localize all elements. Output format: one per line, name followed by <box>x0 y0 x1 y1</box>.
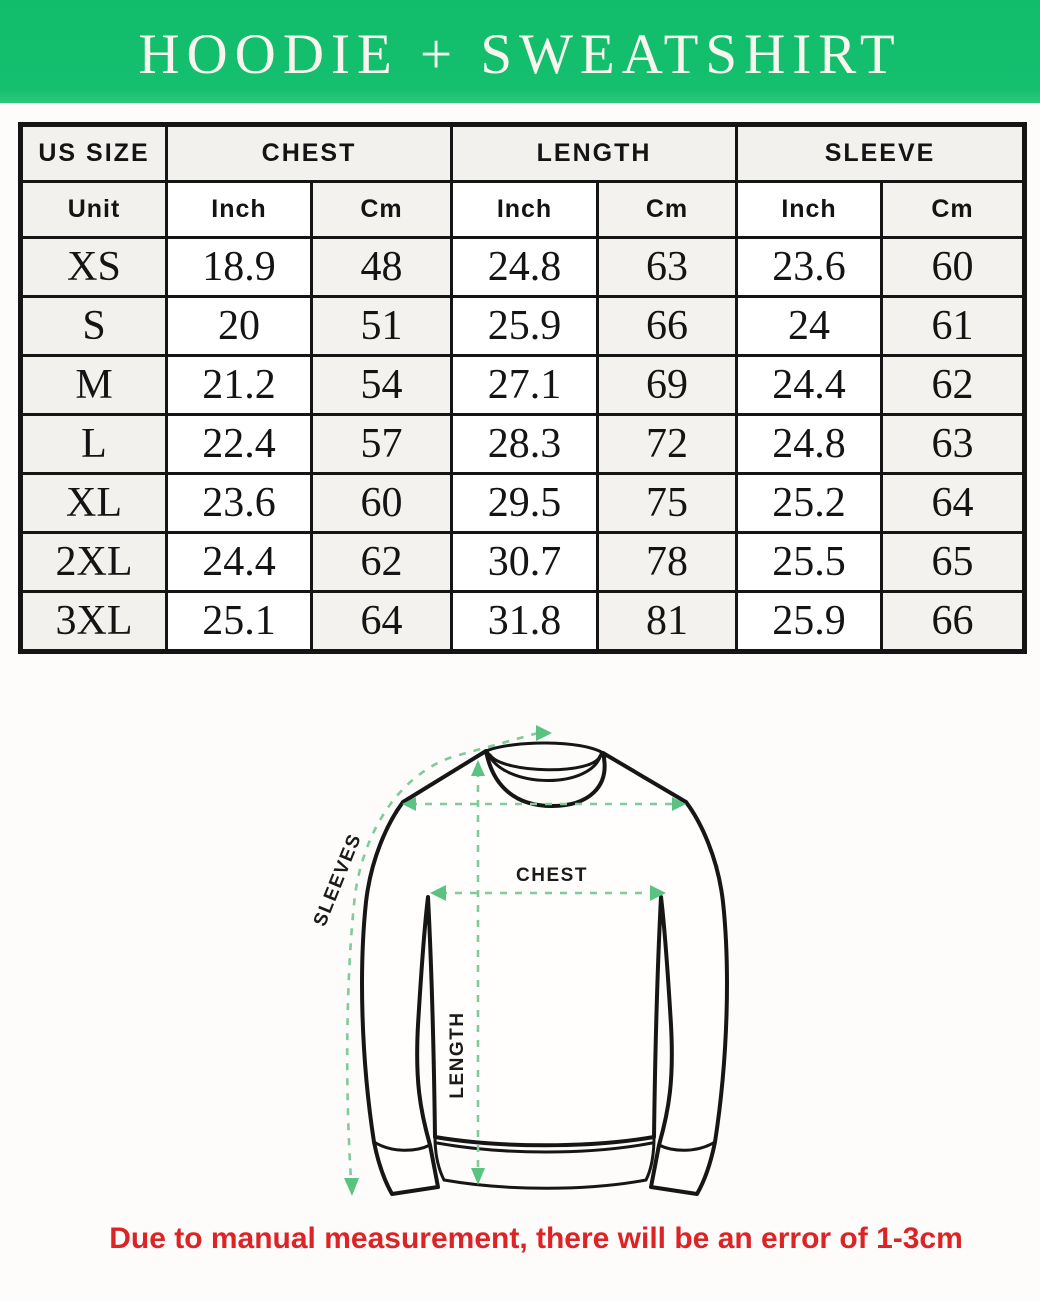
sleeve-arrow-down-icon <box>344 1178 359 1196</box>
banner-title: HOODIE + SWEATSHIRT <box>138 23 902 86</box>
measure-value-cell: 66 <box>598 297 737 356</box>
measure-value-cell: 63 <box>882 415 1025 474</box>
size-label-cell: XS <box>21 238 167 297</box>
size-table-body <box>21 238 1025 652</box>
measure-value-cell: 24.4 <box>737 356 882 415</box>
measure-value-cell: 61 <box>882 297 1025 356</box>
measure-value-cell: 72 <box>598 415 737 474</box>
sleeve-group-header: SLEEVE <box>737 125 1025 182</box>
table-row <box>21 592 1025 652</box>
size-table <box>18 122 1027 654</box>
measurement-note: Due to manual measurement, there will be an error of 1-3cm <box>109 1222 963 1255</box>
measure-value-cell: 27.1 <box>452 356 598 415</box>
measure-value-cell: 66 <box>882 592 1025 652</box>
sleeve-inch-header: Inch <box>737 182 882 238</box>
sleeve-arrow-right-icon <box>536 725 552 741</box>
measure-value-cell: 18.9 <box>167 238 312 297</box>
measure-value-cell: 24.8 <box>737 415 882 474</box>
measure-value-cell: 64 <box>312 592 452 652</box>
us-size-header: US SIZE <box>21 125 167 182</box>
length-arrow-down-icon <box>471 1168 485 1185</box>
measure-value-cell: 24.8 <box>452 238 598 297</box>
measure-value-cell: 65 <box>882 533 1025 592</box>
chest-label: CHEST <box>516 865 588 886</box>
measure-value-cell: 22.4 <box>167 415 312 474</box>
sweatshirt-measurement-diagram <box>300 690 820 1210</box>
table-unit-header-row <box>21 182 1025 238</box>
measure-value-cell: 23.6 <box>167 474 312 533</box>
table-row <box>21 474 1025 533</box>
measure-value-cell: 62 <box>312 533 452 592</box>
measure-value-cell: 21.2 <box>167 356 312 415</box>
measure-value-cell: 25.5 <box>737 533 882 592</box>
measure-value-cell: 29.5 <box>452 474 598 533</box>
size-label-cell: XL <box>21 474 167 533</box>
table-group-header-row <box>21 125 1025 182</box>
measure-value-cell: 28.3 <box>452 415 598 474</box>
measure-value-cell: 20 <box>167 297 312 356</box>
measure-value-cell: 51 <box>312 297 452 356</box>
measure-value-cell: 62 <box>882 356 1025 415</box>
measure-value-cell: 31.8 <box>452 592 598 652</box>
table-row <box>21 297 1025 356</box>
table-row <box>21 415 1025 474</box>
table-row <box>21 533 1025 592</box>
length-label: LENGTH <box>447 1011 468 1099</box>
size-label-cell: M <box>21 356 167 415</box>
unit-header: Unit <box>21 182 167 238</box>
measure-value-cell: 57 <box>312 415 452 474</box>
chest-group-header: CHEST <box>167 125 452 182</box>
measure-value-cell: 75 <box>598 474 737 533</box>
measure-value-cell: 64 <box>882 474 1025 533</box>
length-cm-header: Cm <box>598 182 737 238</box>
measure-value-cell: 54 <box>312 356 452 415</box>
measure-value-cell: 25.9 <box>737 592 882 652</box>
measure-value-cell: 63 <box>598 238 737 297</box>
measure-value-cell: 60 <box>312 474 452 533</box>
measure-value-cell: 60 <box>882 238 1025 297</box>
measure-value-cell: 48 <box>312 238 452 297</box>
measure-value-cell: 81 <box>598 592 737 652</box>
measure-value-cell: 23.6 <box>737 238 882 297</box>
chest-inch-header: Inch <box>167 182 312 238</box>
length-inch-header: Inch <box>452 182 598 238</box>
table-row <box>21 238 1025 297</box>
collar-ribbing <box>486 743 603 781</box>
chest-cm-header: Cm <box>312 182 452 238</box>
sleeves-label: SLEEVES <box>309 830 367 930</box>
measure-value-cell: 25.2 <box>737 474 882 533</box>
sleeve-cm-header: Cm <box>882 182 1025 238</box>
measure-value-cell: 24.4 <box>167 533 312 592</box>
measure-value-cell: 78 <box>598 533 737 592</box>
banner <box>0 0 1040 103</box>
length-group-header: LENGTH <box>452 125 737 182</box>
size-label-cell: 3XL <box>21 592 167 652</box>
size-label-cell: L <box>21 415 167 474</box>
measure-value-cell: 25.1 <box>167 592 312 652</box>
size-label-cell: 2XL <box>21 533 167 592</box>
measure-value-cell: 25.9 <box>452 297 598 356</box>
table-row <box>21 356 1025 415</box>
measure-value-cell: 30.7 <box>452 533 598 592</box>
size-label-cell: S <box>21 297 167 356</box>
measure-value-cell: 69 <box>598 356 737 415</box>
measure-value-cell: 24 <box>737 297 882 356</box>
sweatshirt-outline <box>362 751 727 1194</box>
